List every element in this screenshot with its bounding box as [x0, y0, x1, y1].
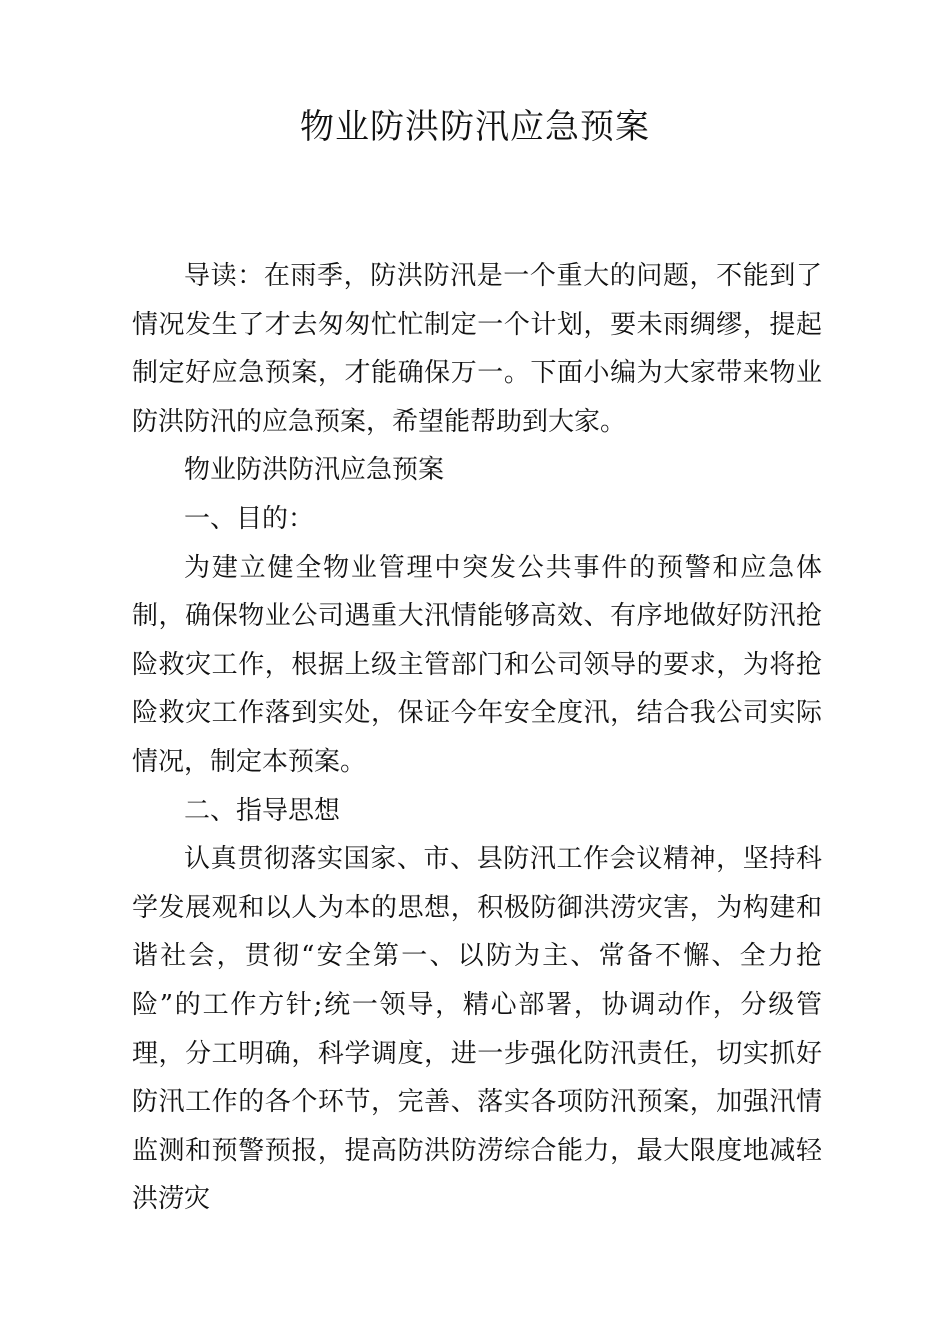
document-body [132, 252, 822, 1224]
guiding-thought-paragraph: 认真贯彻落实国家、市、县防汛工作会议精神，坚持科学发展观和以人为本的思想，积极防御洪涝灾害，为构建和谐社会，贯彻“安全第一、以防为主、常备不懈、全力抢险”的工作方针;统一领导，精心部署，协调动作，分级管理，分工明确，科学调度，进一步强化防汛责任，切实抓好防汛工作的各个环节，完善、落实各项防汛预案，加强汛情监测和预警预报，提高防洪防涝综合能力，最大限度地减轻洪涝灾 [132, 844, 822, 1215]
section-heading-purpose: 一、目的： [184, 503, 315, 534]
section-heading-guiding-thought: 二、指导思想 [184, 795, 341, 826]
intro-paragraph: 导读：在雨季，防洪防汛是一个重大的问题，不能到了情况发生了才去匆匆忙忙制定一个计划，要未雨绸缪，提起制定好应急预案，才能确保万一。下面小编为大家带来物业防洪防汛的应急预案，希望能帮助到大家。 [132, 261, 822, 437]
section-title: 物业防洪防汛应急预案 [184, 455, 445, 486]
document-title: 物业防洪防汛应急预案 [300, 107, 650, 147]
purpose-paragraph: 为建立健全物业管理中突发公共事件的预警和应急体制，确保物业公司遇重大汛情能够高效、有序地做好防汛抢险救灾工作，根据上级主管部门和公司领导的要求，为将抢险救灾工作落到实处，保证今年安全度汛，结合我公司实际情况，制定本预案。 [132, 552, 822, 777]
